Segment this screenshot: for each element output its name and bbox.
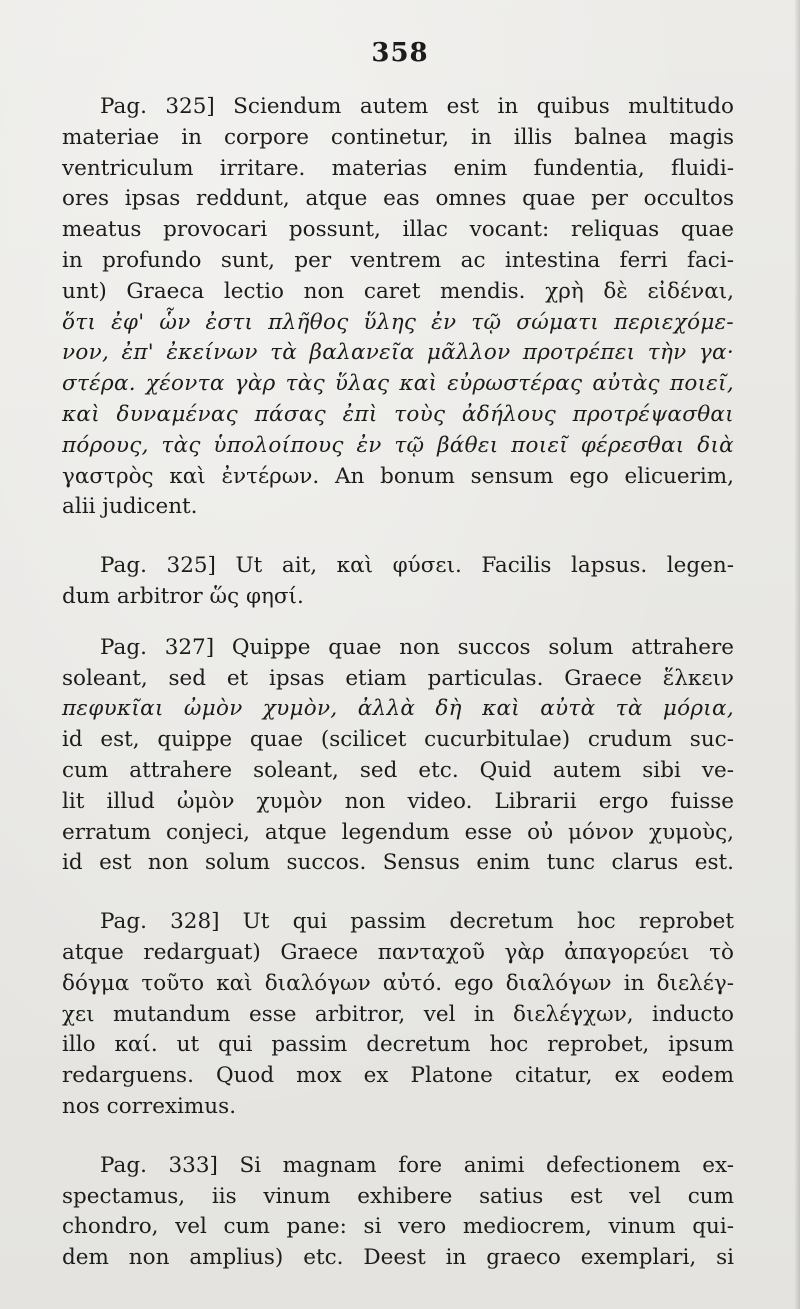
note-paragraph — [62, 633, 734, 879]
text-line: spectamus, iis vinum exhibere satius est vel cum — [62, 1183, 734, 1209]
page-edge-shadow — [794, 0, 800, 1309]
text-line: dum arbitror ὥς φησί. — [62, 583, 304, 609]
text-line: erratum conjeci, atque legendum esse οὐ μόνον χυμοὺς, — [62, 819, 734, 845]
page-body — [62, 92, 734, 1274]
greek-text-line: στέρα. χέοντα γὰρ τὰς ὕλας καὶ εὐρωστέρας αὐτὰς ποιεῖ, — [62, 371, 734, 397]
text-line: γαστρὸς καὶ ἐντέρων. An bonum sensum ego elicuerim, — [62, 463, 734, 489]
note-paragraph — [62, 92, 734, 523]
text-line: Pag. 328] Ut qui passim decretum hoc reprobet — [100, 909, 734, 935]
text-line: illo καί. ut qui passim decretum hoc reprobet, ipsum — [62, 1032, 734, 1058]
text-line: unt) Graeca lectio non caret mendis. χρὴ δὲ εἰδέναι, — [62, 278, 734, 304]
text-line: Pag. 325] Ut ait, καὶ φύσει. Facilis lapsus. legen- — [100, 553, 734, 579]
text-line: χει mutandum esse arbitror, vel in διελέγχων, inducto — [62, 1001, 734, 1027]
text-line: Pag. 325] Sciendum autem est in quibus multitudo — [100, 94, 734, 119]
greek-text-line: καὶ δυναμένας πάσας ἐπὶ τοὺς ἀδήλους προτρέψασθαι — [62, 401, 734, 427]
greek-text-line: ὅτι ἐφ' ὧν ἐστι πλῆθος ὕλης ἐν τῷ σώματι περιεχόμε- — [62, 309, 734, 335]
note-paragraph — [62, 1151, 734, 1274]
text-line: lit illud ὠμὸν χυμὸν non video. Librarii ergo fuisse — [62, 788, 734, 814]
greek-text-line: πόρους, τὰς ὑπολοίπους ἐν τῷ βάθει ποιεῖ φέρεσθαι διὰ — [62, 432, 734, 458]
text-line: δόγμα τοῦτο καὶ διαλόγων αὐτό. ego διαλόγων in διελέγ- — [62, 970, 734, 996]
greek-text-line: πεφυκῖαι ὠμὸν χυμὸν, ἀλλὰ δὴ καὶ αὐτὰ τὰ μόρια, — [62, 696, 734, 722]
text-line: in profundo sunt, per ventrem ac intestina ferri faci- — [62, 247, 734, 273]
greek-text-line: νον, ἐπ' ἐκείνων τὰ βαλανεῖα μᾶλλον προτρέπει τὴν γα· — [62, 340, 734, 366]
text-line: id est non solum succos. Sensus enim tunc clarus est. — [62, 850, 734, 876]
text-line: cum attrahere soleant, sed etc. Quid autem sibi ve- — [62, 757, 734, 783]
note-paragraph — [62, 907, 734, 1123]
text-line: ventriculum irritare. materias enim fundentia, fluidi- — [62, 155, 734, 181]
text-line: soleant, sed et ipsas etiam particulas. Graece ἕλκειν — [62, 665, 734, 691]
text-line: id est, quippe quae (scilicet cucurbitulae) crudum suc- — [62, 727, 734, 753]
text-line: dem non amplius) etc. Deest in graeco exemplari, si — [62, 1245, 734, 1271]
text-line: chondro, vel cum pane: si vero mediocrem, vinum qui- — [62, 1214, 734, 1240]
text-line: redarguens. Quod mox ex Platone citatur, ex eodem — [62, 1063, 734, 1089]
note-paragraph — [62, 551, 734, 613]
text-line: meatus provocari possunt, illac vocant: reliquas quae — [62, 217, 734, 243]
text-line: alii judicent. — [62, 494, 198, 520]
page-number: 358 — [371, 38, 429, 68]
text-line: Pag. 327] Quippe quae non succos solum attrahere — [100, 634, 734, 660]
text-line: nos correximus. — [62, 1093, 237, 1119]
text-line: materiae in corpore continetur, in illis balnea magis — [62, 124, 734, 150]
text-line: ores ipsas reddunt, atque eas omnes quae per occultos — [62, 186, 734, 212]
text-line: Pag. 333] Si magnam fore animi defectionem ex- — [100, 1152, 734, 1178]
text-line: atque redarguat) Graece πανταχοῦ γὰρ ἀπαγορεύει τὸ — [62, 939, 734, 965]
